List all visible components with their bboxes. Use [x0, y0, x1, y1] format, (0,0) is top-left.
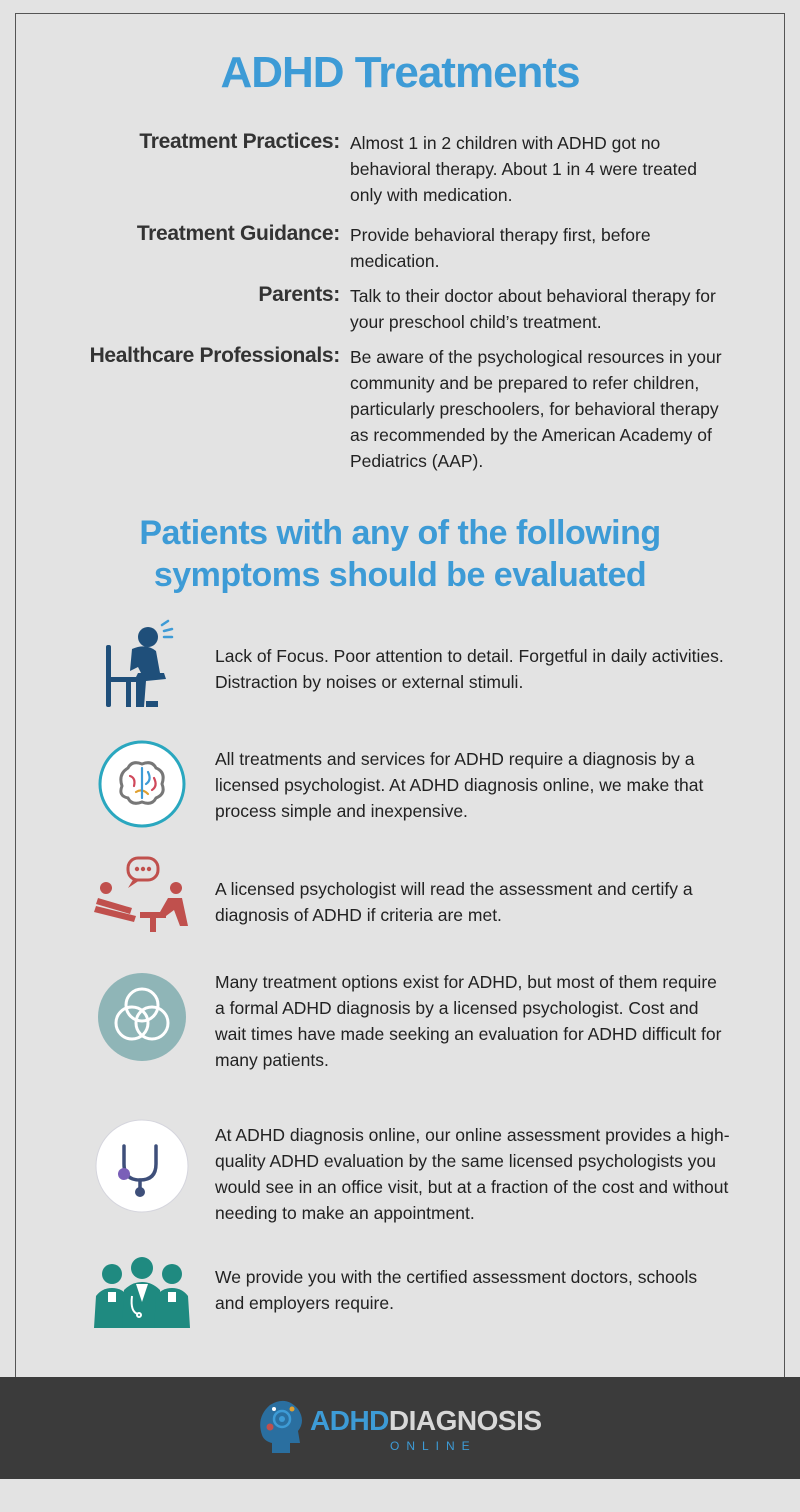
symptom-text: Lack of Focus. Poor attention to detail. Forgetful in daily activities. Distraction by noises or external stimuli. [215, 646, 724, 692]
stethoscope-icon [90, 1118, 194, 1214]
site-logo[interactable] [252, 1395, 552, 1459]
definition-description: Almost 1 in 2 children with ADHD got no behavioral therapy. About 1 in 4 were treated only with medication. [350, 133, 697, 205]
definition-term: Parents: [258, 283, 340, 306]
symptom-text: All treatments and services for ADHD require a diagnosis by a licensed psychologist. At ADHD diagnosis online, we make that process simple and inexpensive. [215, 749, 704, 821]
subtitle-line-1: Patients with any of the following [139, 514, 661, 552]
definition-description: Talk to their doctor about behavioral therapy for your preschool child’s treatment. [350, 286, 716, 332]
symptom-text: Many treatment options exist for ADHD, but most of them require a formal ADHD diagnosis by a licensed psychologist. Cost and wait times have made seeking an evaluation for ADHD difficult for many patients. [215, 972, 722, 1070]
logo-wordmark [310, 1405, 542, 1437]
overlapping-circles-icon [90, 969, 194, 1065]
logo-head-icon [252, 1395, 308, 1459]
footer [0, 1377, 800, 1479]
stressed-person-icon [90, 615, 194, 711]
logo-online-text: ONLINE [390, 1439, 477, 1453]
logo-diagnosis-text: DIAGNOSIS [388, 1405, 542, 1436]
logo-adhd-text: ADHD [310, 1405, 389, 1436]
definition-term: Treatment Practices: [139, 130, 340, 153]
symptom-text: A licensed psychologist will read the assessment and certify a diagnosis of ADHD if criteria are met. [215, 879, 693, 925]
symptom-text: We provide you with the certified assessment doctors, schools and employers require. [215, 1267, 698, 1313]
definition-term: Treatment Guidance: [136, 222, 340, 245]
definition-description: Be aware of the psychological resources in your community and be prepared to refer children, particularly preschoolers, for behavioral therapy as recommended by the American Academy of Pediatrics (AAP). [350, 347, 722, 471]
doctors-group-icon [90, 1244, 194, 1340]
brain-icon [90, 736, 194, 832]
therapy-session-icon [90, 846, 194, 942]
page-title: ADHD Treatments [220, 48, 580, 97]
definition-description: Provide behavioral therapy first, before medication. [350, 225, 651, 271]
definition-term: Healthcare Professionals: [89, 344, 340, 367]
symptom-text: At ADHD diagnosis online, our online assessment provides a high-quality ADHD evaluation by the same licensed psychologists you would see in an office visit, but at a fraction of the cost and without needing to make an appointment. [215, 1125, 730, 1223]
section-subtitle [0, 512, 800, 596]
subtitle-line-2: symptoms should be evaluated [153, 556, 647, 594]
